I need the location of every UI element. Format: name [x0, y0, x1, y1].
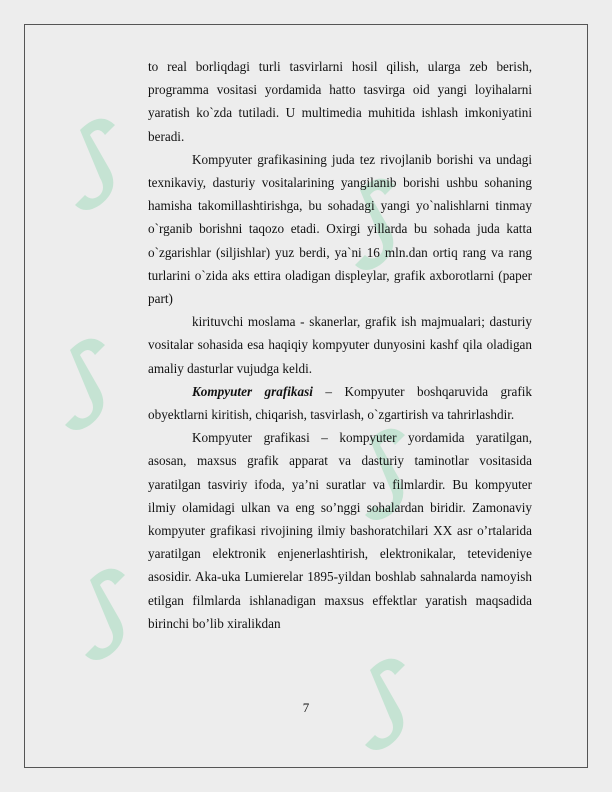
defined-term: Kompyuter grafikasi: [192, 383, 313, 399]
paragraph: Kompyuter grafikasining juda tez rivojlanib borishi va undagi texnikaviy, dasturiy vositalarining yangilanib borishi ushbu sohaning hamisha takomillashtirishga, bu sohadagi yangi yo`nalishlarni tinmay o`rganib borishni taqozo etadi. Oxirgi yillarda bu sohada juda katta o`zgarishlar (siljishlar) yuz berdi, ya`ni 16 mln.dan ortiq rang va rang turlarini o`zida aks ettira oladigan displeylar, grafik axborotlarni (paper part): [148, 151, 532, 307]
definition-text: – Kompyuter boshqaruvida grafik obyektlarni kiritish, chiqarish, tasvirlash, o`zgartirish va tahrirlashdir.: [148, 383, 533, 423]
page-number: 7: [302, 700, 310, 715]
paragraph: to real borliqdagi turli tasvirlarni hosil qilish, ularga zeb berish, programma vositasi yordamida hatto tasvirga oid yangi loyihalarni yaratish ko`zda tutiladi. U multimedia muhitida ishlash imkoniyatini beradi.: [148, 59, 532, 144]
paragraph: Kompyuter grafikasi – kompyuter yordamida yaratilgan, asosan, maxsus grafik apparat va dasturiy taminotlar vositasida yaratilgan tasviriy ifoda, ya’ni suratlar va filmlardir. Bu kompyuter ilmiy olamidagi ulkan va eng so’nggi sohalardan biridir. Zamonaviy kompyuter grafikasi rivojining ilmiy bashoratchilari XX asr o’rtalarida yaratilgan elektronik enjenerlashtirish, elektronikalar, tetevideniye asosidir. Aka-uka Lumierelar 1895-yildan boshlab sahnalarda namoyish etilgan filmlarda ishlanadigan maxsus effektlar yaratish maqsadida birinchi bo’lib xiralikdan: [148, 430, 532, 631]
document-body: [148, 55, 532, 635]
definition-paragraph: [148, 380, 532, 426]
paragraph: kirituvchi moslama - skanerlar, grafik ish majmualari; dasturiy vositalar sohasida esa haqiqiy kompyuter dunyosini kashf qila oladigan amaliy dasturlar vujudga keldi.: [148, 314, 532, 376]
